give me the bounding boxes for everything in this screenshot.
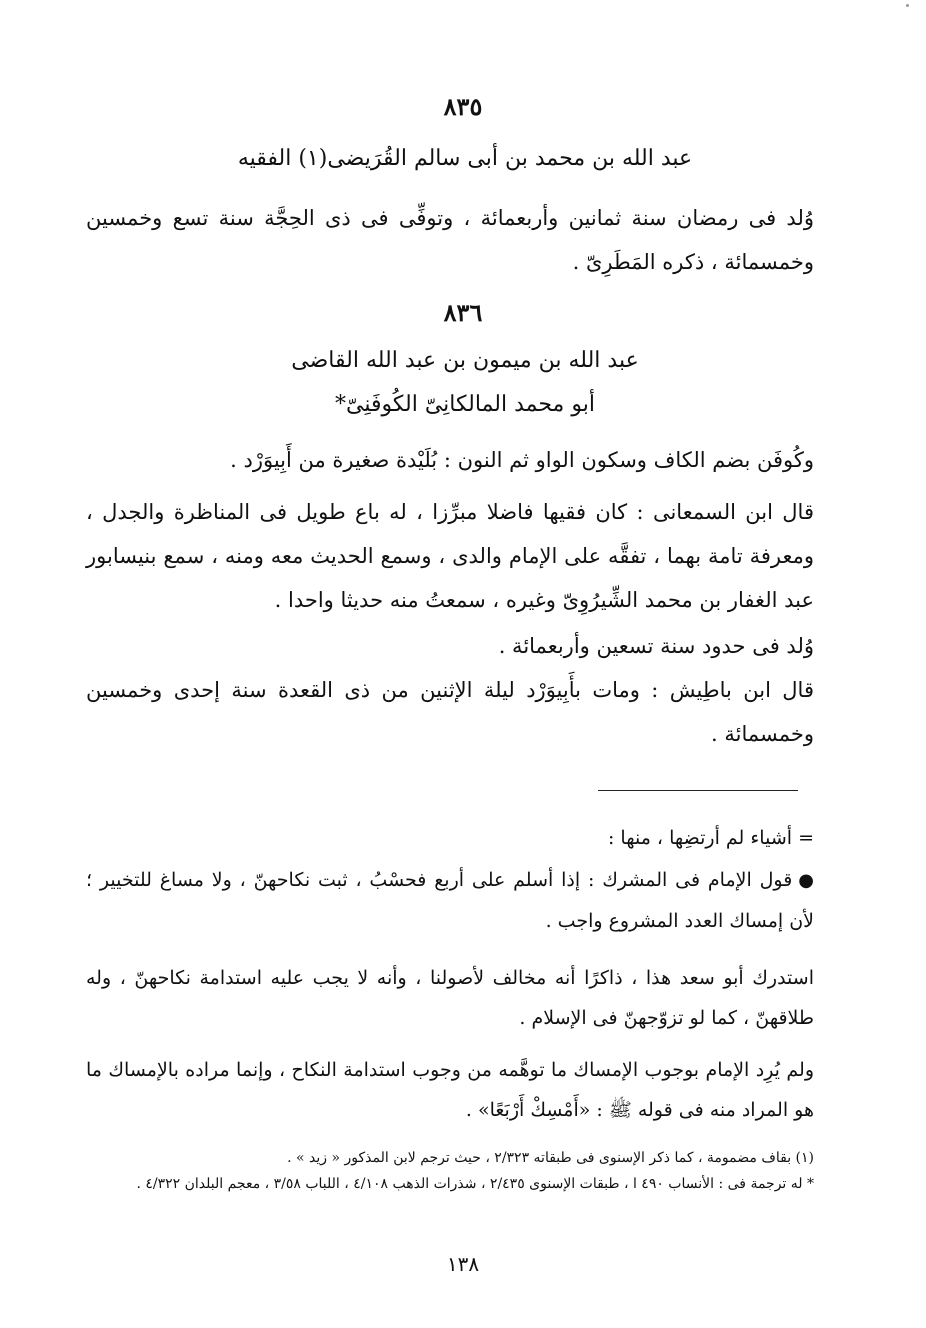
entry-paragraph-birth: وُلد فى حدود سنة تسعين وأربعمائة . <box>498 634 814 658</box>
entry-paragraph-death: قال ابن باطِيش : ومات بأَبِيوَرْد ليلة الإثنين من ذى القعدة سنة إحدى وخمسين وخمسمائة . <box>86 678 814 746</box>
footnote-divider <box>598 790 798 791</box>
entry-paragraph-samani: قال ابن السمعانى : كان فقيها فاضلا مبرِّزا ، له باع طويل فى المناظرة والجدل ، ومعرفة تامة بهما ، تفقَّه على الإمام والدى ، وسمع الحديث معه ومنه ، سمع بنيسابور عبد الغفار بن محمد الشِّيرُوِىّ وغيره ، سمعتُ منه حديثا واحدا . <box>86 500 814 612</box>
entry-paragraph-origin: وكُوفَن بضم الكاف وسكون الواو ثم النون : بُلَيْدة صغيرة من أَبِيوَرْد . <box>230 448 814 472</box>
note-intro: = أشياء لم أرتضِها ، منها : <box>607 827 814 849</box>
entry-body-835: وُلد فى رمضان سنة ثمانين وأربعمائة ، وتوفِّى فى ذى الحِجَّة سنة تسع وخمسين وخمسمائة ، ذكره المَطَرِىّ . <box>86 206 814 274</box>
note-abu-saad: استدرك أبو سعد هذا ، ذاكرًا أنه مخالف لأصولنا ، وأنه لا يجب عليه استدامة نكاحهنّ ، وله طلاقهنّ ، كما لو تزوّجهنّ فى الإسلام . <box>86 967 814 1029</box>
note-imam-intent: ولم يُرِد الإمام بوجوب الإمساك ما توهَّمه من وجوب استدامة النكاح ، وإنما مراده بالإمساك ما هو المراد منه فى قوله ﷺ : «أَمْسِكْ أَرْبَعًا» . <box>86 1059 814 1121</box>
entry-number-835: ٨٣٥ <box>443 92 483 121</box>
entry-number-836: ٨٣٦ <box>443 298 483 327</box>
note-imam-text: قول الإمام فى المشرك : إذا أسلم على أربع فحسْبُ ، ثبت نكاحهنّ ، ولا مساغ للتخيير ؛ لأن إمساك العدد المشروع واجب . <box>86 869 814 932</box>
note-imam-statement <box>86 860 814 941</box>
page-number: ١٣٨ <box>446 1252 480 1276</box>
footnote-1: (١) بقاف مضمومة ، كما ذكر الإسنوى فى طبقاته ٢/٣٢٣ ، حيث ترجم لابن المذكور « زيد » . <box>287 1150 814 1166</box>
footnote-star: * له ترجمة فى : الأنساب ٤٩٠ ا ، طبقات الإسنوى ٢/٤٣٥ ، شذرات الذهب ٤/١٠٨ ، اللباب ٣/٥٨ ، معجم البلدان ٤/٣٢٢ . <box>136 1176 814 1192</box>
bullet-icon: ● <box>798 870 814 891</box>
scan-speck <box>906 4 909 7</box>
entry-title-836: عبد الله بن ميمون بن عبد الله القاضى <box>291 348 639 373</box>
entry-title-835: عبد الله بن محمد بن أبى سالم القُرَيضى(١) الفقيه <box>237 146 693 171</box>
entry-subtitle-836: أبو محمد المالكانِىّ الكُوفَنِىّ* <box>335 392 595 417</box>
